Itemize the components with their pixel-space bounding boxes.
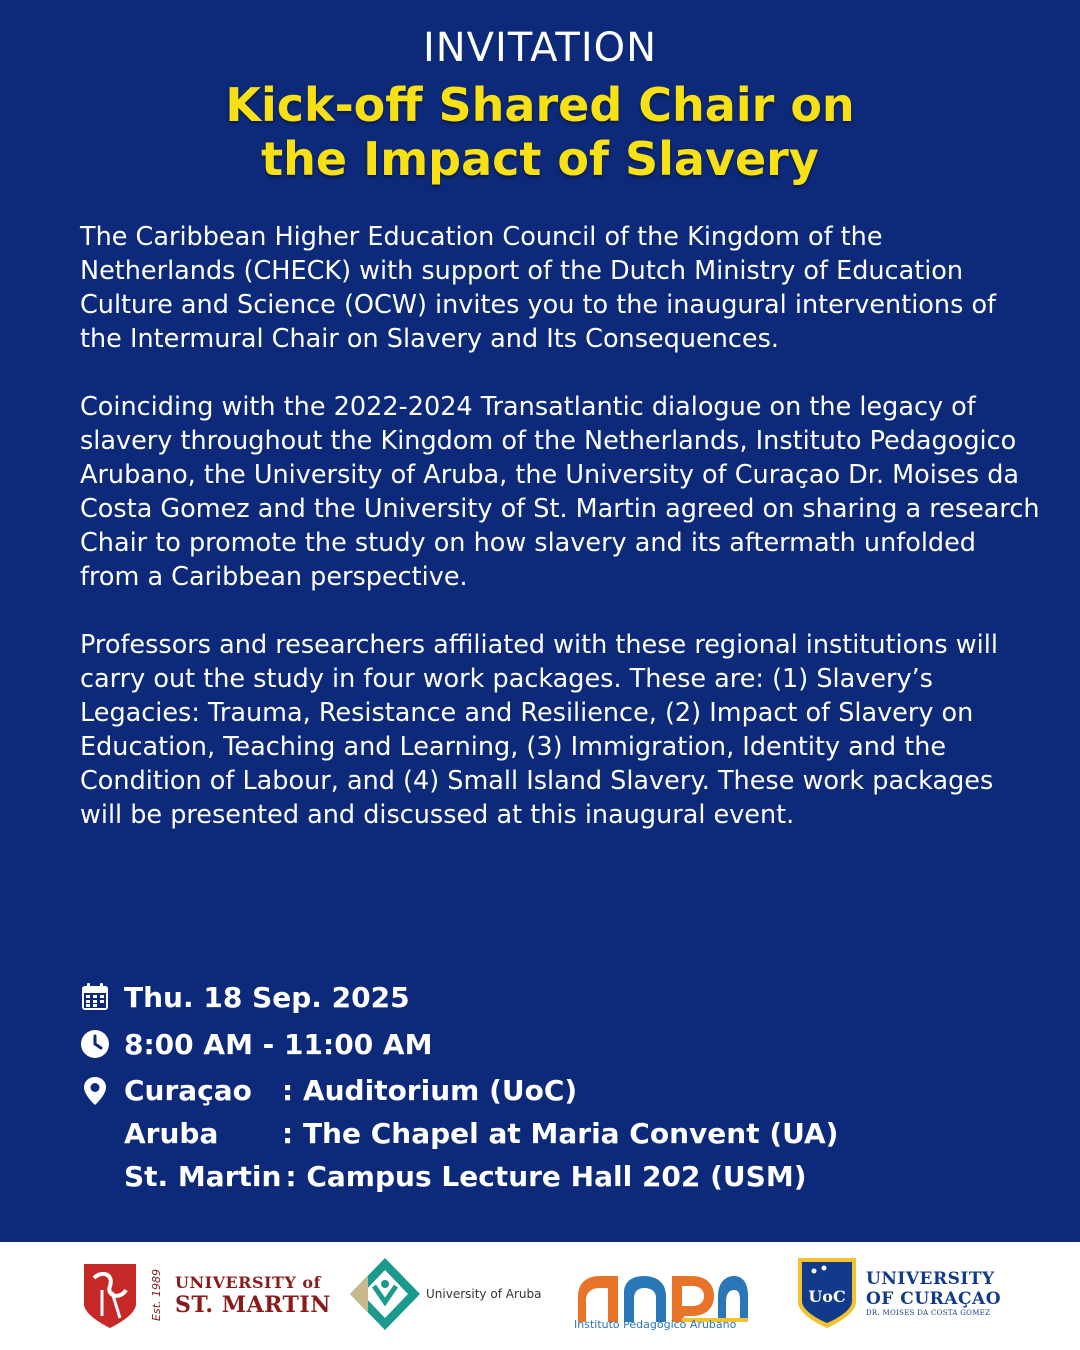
paragraph-intro: The Caribbean Higher Education Council of the Kingdom of the Netherlands (CHECK) with support of the Dutch Ministry of Education Culture and Science (OCW) invites you to the inaugural interventions of the Intermural Chair on Slavery and Its Consequences. <box>80 222 997 354</box>
event-date: Thu. 18 Sep. 2025 <box>124 980 410 1014</box>
uoc-shield-icon <box>796 1256 858 1330</box>
uoc-wordmark <box>866 1269 1001 1317</box>
location-st-martin <box>124 1155 838 1198</box>
uoc-line-2: OF CURAÇAO <box>866 1289 1001 1309</box>
location-place: St. Martin <box>124 1160 282 1193</box>
location-place: Curaçao <box>124 1074 252 1107</box>
event-title <box>0 78 1080 186</box>
logo-instituto-pedagogico-arubano <box>574 1262 754 1334</box>
invitation-body <box>80 220 1040 866</box>
header <box>0 24 1080 186</box>
event-details <box>80 980 1040 1198</box>
paragraph-context: Coinciding with the 2022-2024 Transatlantic dialogue on the legacy of slavery throughout the Kingdom of the Netherlands, Instituto Pedagogico Arubano, the University of Aruba, the University of Curaçao Dr. Moises da Costa Gomez and the University of St. Martin agreed on sharing a research Chair to promote the study on how slavery and its aftermath unfolded from a Caribbean perspective. <box>80 392 1040 592</box>
uoc-line-3: DR. MOISES DA COSTA GOMEZ <box>866 1309 991 1317</box>
event-time: 8:00 AM - 11:00 AM <box>124 1027 433 1061</box>
usm-line-2: ST. MARTIN <box>175 1291 331 1318</box>
usm-line-1: UNIVERSITY of <box>175 1272 321 1292</box>
location-aruba <box>124 1112 838 1155</box>
usm-wordmark <box>175 1273 331 1318</box>
logo-university-of-st-martin <box>80 1260 331 1330</box>
map-pin-icon <box>80 1076 110 1106</box>
clock-icon <box>80 1029 110 1059</box>
location-venue: : Auditorium (UoC) <box>282 1074 578 1107</box>
location-curacao <box>124 1069 838 1112</box>
usm-est: Est. 1989 <box>150 1269 163 1321</box>
calendar-icon <box>80 982 110 1012</box>
location-list <box>124 1069 838 1198</box>
location-row <box>80 1074 1040 1198</box>
invitation-label: INVITATION <box>422 25 658 71</box>
partner-logos <box>0 1242 1080 1350</box>
uoc-line-1: UNIVERSITY <box>866 1269 995 1289</box>
location-venue: : The Chapel at Maria Convent (UA) <box>282 1117 839 1150</box>
location-place: Aruba <box>124 1117 219 1150</box>
ipa-label: Instituto Pedagogico Arubano <box>574 1318 737 1331</box>
title-line-1: Kick-off Shared Chair on <box>225 78 855 132</box>
time-row <box>80 1027 1040 1061</box>
usm-shield-icon <box>80 1260 150 1330</box>
ua-label: University of Aruba <box>426 1287 542 1301</box>
ua-emblem-icon <box>348 1256 422 1332</box>
date-row <box>80 980 1040 1014</box>
logo-university-of-curacao <box>796 1256 1001 1330</box>
logo-university-of-aruba <box>348 1256 541 1332</box>
location-venue: : Campus Lecture Hall 202 (USM) <box>285 1160 807 1193</box>
title-line-2: the Impact of Slavery <box>261 132 819 186</box>
paragraph-work-packages: Professors and researchers affiliated with these regional institutions will carry out the study in four work packages. These are: (1) Slavery’s Legacies: Trauma, Resistance and Resilience, (2) Impact of Slavery on Education, Teaching and Learning, (3) Immigration, Identity and the Condition of Labour, and (4) Small Island Slavery. These work packages will be presented and discussed at this inaugural event. <box>80 630 998 830</box>
uoc-badge-text: UoC <box>808 1287 846 1306</box>
ipa-emblem-icon <box>574 1272 749 1324</box>
